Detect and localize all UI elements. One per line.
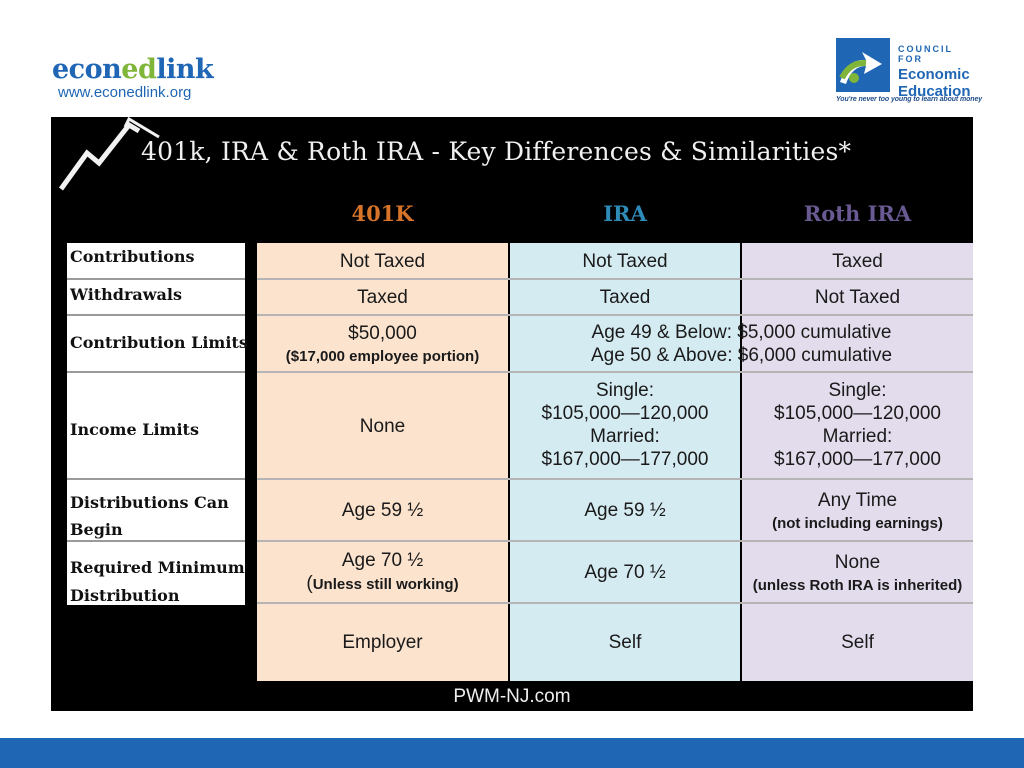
- row-divider: [257, 602, 973, 604]
- row-label-withdrawals: Withdrawals: [70, 285, 182, 304]
- cell-withdrawals-ira: Taxed: [599, 287, 651, 308]
- cell-income-limits-roth-l2: $105,000—120,000: [774, 403, 941, 424]
- row-divider: [257, 478, 973, 480]
- label-divider: [67, 314, 245, 316]
- cee-tagline: You're never too young to learn about money: [836, 96, 983, 103]
- cell-contributions-roth: Taxed: [832, 251, 883, 272]
- econedlink-wordmark: econedlink: [52, 54, 214, 85]
- source-credit: PWM-NJ.com: [453, 686, 571, 707]
- cell-income-limits-roth-l1: Single:: [828, 380, 887, 401]
- cell-distributions-ira: Age 59 ½: [584, 500, 666, 521]
- row-divider: [257, 540, 973, 542]
- cee-council-label: COUNCIL FOR: [898, 44, 953, 64]
- column-header-roth-ira: Roth IRA: [803, 201, 912, 226]
- cell-withdrawals-roth: Not Taxed: [814, 287, 901, 308]
- econedlink-url[interactable]: www.econedlink.org: [58, 84, 192, 101]
- cell-rmd-roth-note: (unless Roth IRA is inherited): [752, 577, 963, 594]
- cell-contributions-ira: Not Taxed: [582, 251, 668, 272]
- econedlink-logo: [52, 56, 213, 101]
- cee-logo: [836, 38, 983, 108]
- row-label-contributions: Contributions: [70, 247, 195, 266]
- cell-withdrawals-401k: Taxed: [357, 287, 408, 308]
- label-divider: [67, 278, 245, 280]
- cell-last-401k: Employer: [342, 632, 423, 653]
- cell-income-limits-ira-l1: Single:: [595, 380, 655, 401]
- cee-emblem-icon: [836, 38, 890, 92]
- cell-rmd-roth: None: [834, 552, 881, 573]
- bottom-brand-bar: [0, 738, 1024, 768]
- column-header-401k: 401K: [351, 201, 414, 226]
- row-divider: [257, 371, 973, 373]
- cell-income-limits-ira-l3: Married:: [590, 426, 660, 447]
- slide-title: 401k, IRA & Roth IRA - Key Differences & Similarities*: [141, 137, 852, 166]
- cell-contributions-401k: Not Taxed: [339, 251, 426, 272]
- row-label-income-limits: Income Limits: [70, 420, 199, 439]
- cell-income-limits-ira-l4: $167,000—177,000: [541, 449, 709, 470]
- cell-distributions-401k: Age 59 ½: [341, 500, 424, 521]
- cell-contribution-limits-401k: $50,000: [348, 323, 417, 344]
- cee-name-line2: Education: [898, 83, 971, 100]
- row-divider: [257, 278, 973, 280]
- cell-income-limits-401k: None: [359, 416, 406, 437]
- cell-distributions-roth-note: (not including earnings): [772, 515, 943, 532]
- cell-rmd-401k-note: [257, 574, 508, 594]
- comparison-panel: [51, 117, 973, 711]
- row-label-distributions-line1: Distributions Can: [70, 493, 229, 512]
- cee-text: [898, 44, 976, 100]
- cell-income-limits-ira-l2: $105,000—120,000: [541, 403, 709, 424]
- row-divider: [257, 314, 973, 316]
- cell-contribution-limits-ira-roth-line2: Age 50 & Above: $6,000 cumulative: [590, 345, 893, 366]
- cell-rmd-401k: Age 70 ½: [341, 550, 424, 571]
- cell-contribution-limits-ira-roth-line1: Age 49 & Below: $5,000 cumulative: [591, 322, 892, 343]
- cell-last-ira: Self: [608, 632, 642, 653]
- row-label-rmd-line1: Required Minimum: [70, 558, 245, 577]
- row-label-rmd-line2: Distribution: [70, 586, 180, 605]
- cell-last-roth: Self: [841, 632, 874, 653]
- row-label-contribution-limits: Contribution Limits: [70, 333, 248, 352]
- cell-contribution-limits-401k-note: ($17,000 employee portion): [285, 348, 480, 365]
- column-header-ira: IRA: [603, 201, 647, 226]
- cell-rmd-401k-note-paren: (: [306, 573, 313, 594]
- cell-income-limits-roth-l4: $167,000—177,000: [774, 449, 941, 470]
- label-divider: [67, 371, 245, 373]
- row-label-distributions-line2: Begin: [70, 520, 123, 539]
- cell-income-limits-roth-l3: Married:: [822, 426, 893, 447]
- cell-rmd-ira: Age 70 ½: [584, 562, 666, 583]
- cee-name-line1: Economic: [898, 66, 970, 83]
- cell-distributions-roth: Any Time: [817, 490, 898, 511]
- label-divider: [67, 478, 245, 480]
- cell-rmd-401k-note-text: Unless still working): [312, 576, 459, 593]
